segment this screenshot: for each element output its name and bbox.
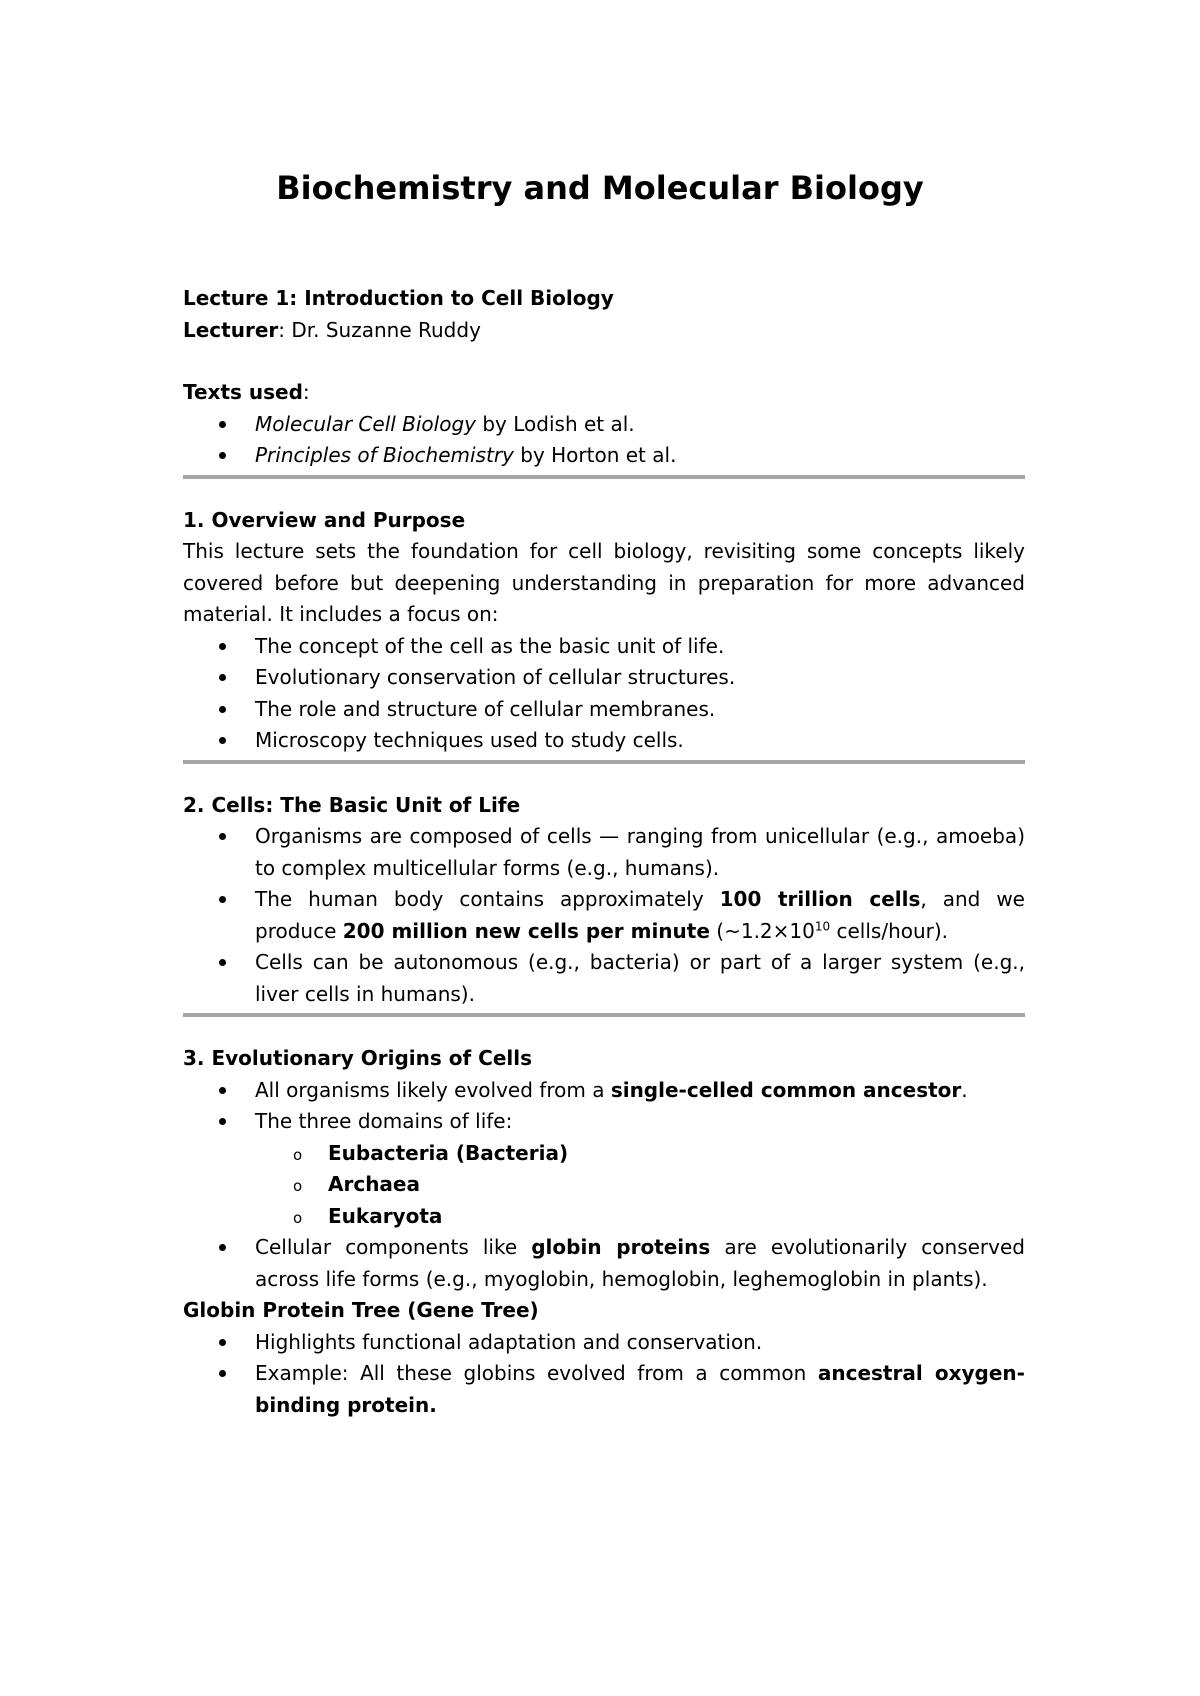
book-title: Principles of Biochemistry (255, 443, 514, 467)
section-3-heading: 3. Evolutionary Origins of Cells (183, 1046, 533, 1070)
highlight-cell-count: 100 trillion cells (719, 887, 921, 911)
highlight-cell-rate: 200 million new cells per minute (342, 918, 710, 943)
book-author: by Horton et al. (513, 443, 677, 467)
texts-used-label: Texts used (183, 380, 303, 404)
lecturer-name: : Dr. Suzanne Ruddy (278, 317, 481, 342)
globin-tree-list (183, 1327, 1025, 1422)
list-item (183, 440, 1025, 472)
list-item (183, 1075, 1025, 1107)
document-title: Biochemistry and Molecular Biology (276, 169, 924, 207)
text-run: , and we produce (255, 887, 1025, 943)
text-run: are evolutionarily conserved across life forms (e.g., myoglobin, hemoglobin, leghemoglobin in plants). (255, 1235, 1025, 1291)
document-body (183, 283, 1025, 1421)
list-item: Evolutionary conservation of cellular structures. (183, 662, 1025, 694)
section-3-list (183, 1075, 1025, 1296)
book-title: Molecular Cell Biology (255, 411, 476, 436)
text-run: (~1.2×10 (709, 918, 815, 943)
section-1-paragraph: This lecture sets the foundation for cell biology, revisiting some concepts likely covered before but deepening understanding in preparation for more advanced material. It includes a focus on: (183, 539, 1025, 626)
highlight-ancestral-protein: ancestral oxygen-binding protein. (255, 1361, 1025, 1417)
texts-used-colon: : (302, 380, 310, 404)
domain-item: o Archaea (183, 1169, 1025, 1201)
highlight-ancestor: single-celled common ancestor (610, 1077, 962, 1102)
section-divider (183, 1013, 1025, 1017)
domain-item: o Eubacteria (Bacteria) (183, 1138, 1025, 1170)
exponent: 10 (814, 918, 831, 933)
lecturer-line (183, 315, 1025, 347)
book-author: by Lodish et al. (476, 411, 635, 436)
list-item (183, 1358, 1025, 1421)
texts-used-line (183, 377, 1025, 409)
section-2-heading: 2. Cells: The Basic Unit of Life (183, 792, 521, 817)
section-2-list (183, 821, 1025, 1010)
lecturer-label: Lecturer (183, 317, 279, 342)
texts-list (183, 409, 1025, 472)
domains-list (183, 1138, 1025, 1233)
spacer (183, 346, 1025, 377)
list-item: Organisms are composed of cells — ranging from unicellular (e.g., amoeba) to complex multicellular forms (e.g., humans). (183, 821, 1025, 884)
text-run: . (961, 1077, 968, 1102)
section-divider (183, 760, 1025, 764)
list-item: Highlights functional adaptation and conservation. (183, 1327, 1025, 1359)
text-run: The human body contains approximately (255, 887, 720, 911)
text-run: cells/hour). (830, 918, 949, 943)
section-divider (183, 475, 1025, 479)
list-item (183, 1232, 1025, 1295)
lecture-title: Lecture 1: Introduction to Cell Biology (183, 286, 614, 310)
section-1-list (183, 631, 1025, 757)
text-run: All organisms likely evolved from a (255, 1077, 611, 1102)
list-item: Cells can be autonomous (e.g., bacteria) or part of a larger system (e.g., liver cells in humans). (183, 947, 1025, 1010)
list-item (183, 884, 1025, 947)
domain-item: o Eukaryota (183, 1201, 1025, 1233)
list-item: The concept of the cell as the basic unit of life. (183, 631, 1025, 663)
section-1-heading: 1. Overview and Purpose (183, 507, 466, 532)
text-run: Example: All these globins evolved from a common (255, 1361, 818, 1385)
highlight-globin: globin proteins (531, 1235, 711, 1259)
text-run: The three domains of life: (255, 1109, 513, 1133)
list-item: Microscopy techniques used to study cells. (183, 725, 1025, 757)
globin-tree-heading: Globin Protein Tree (Gene Tree) (183, 1298, 539, 1322)
list-item: The role and structure of cellular membranes. (183, 694, 1025, 726)
list-item (183, 409, 1025, 441)
list-item (183, 1106, 1025, 1232)
text-run: Cellular components like (255, 1235, 532, 1259)
